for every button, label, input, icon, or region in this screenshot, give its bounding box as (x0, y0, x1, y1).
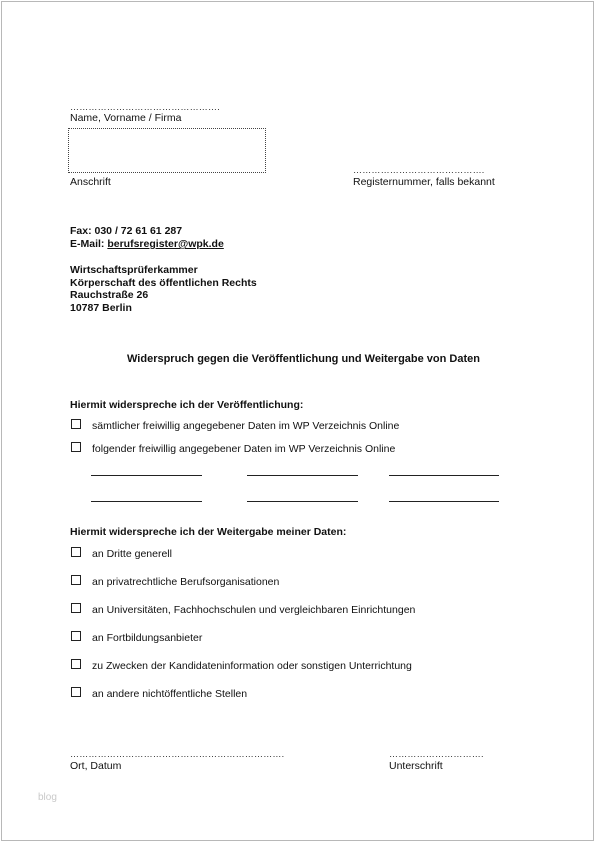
section-disclosure-heading: Hiermit widerspreche ich der Weitergabe meiner Daten: (70, 526, 347, 538)
fill-in-line[interactable] (91, 475, 202, 476)
recipient-line-3: Rauchstraße 26 (70, 289, 149, 301)
checkbox-publication-all[interactable] (71, 419, 81, 429)
option-disclosure-candidate-info: zu Zwecken der Kandidateninformation oder sonstigen Unterrichtung (92, 660, 412, 672)
fill-in-line[interactable] (91, 501, 202, 502)
fill-in-line[interactable] (247, 501, 358, 502)
signature-dotted-line: …………………………. (389, 749, 484, 759)
checkbox-disclosure-third-parties[interactable] (71, 547, 81, 557)
option-disclosure-universities: an Universitäten, Fachhochschulen und vergleichbaren Einrichtungen (92, 604, 416, 616)
place-date-dotted-line: ……………………………………………………………. (70, 749, 285, 759)
checkbox-disclosure-training[interactable] (71, 631, 81, 641)
register-label: Registernummer, falls bekannt (353, 176, 495, 188)
checkbox-disclosure-universities[interactable] (71, 603, 81, 613)
checkbox-disclosure-professional-orgs[interactable] (71, 575, 81, 585)
name-label: Name, Vorname / Firma (70, 112, 182, 124)
address-field[interactable] (68, 128, 266, 173)
place-date-label: Ort, Datum (70, 760, 122, 772)
option-publication-selected: folgender freiwillig angegebener Daten im WP Verzeichnis Online (92, 443, 396, 455)
checkbox-disclosure-candidate-info[interactable] (71, 659, 81, 669)
name-dotted-line: …………………………………………. (70, 102, 220, 112)
email-line (70, 238, 224, 250)
option-disclosure-other: an andere nichtöffentliche Stellen (92, 688, 248, 700)
address-label: Anschrift (70, 176, 111, 188)
option-publication-all: sämtlicher freiwillig angegebener Daten im WP Verzeichnis Online (92, 420, 400, 432)
fill-in-line[interactable] (389, 475, 499, 476)
email-prefix: E-Mail: (70, 238, 105, 250)
option-disclosure-professional-orgs: an privatrechtliche Berufsorganisationen (92, 576, 280, 588)
recipient-line-4: 10787 Berlin (70, 302, 132, 314)
option-disclosure-third-parties: an Dritte generell (92, 548, 172, 560)
signature-label: Unterschrift (389, 760, 443, 772)
fax-number: Fax: 030 / 72 61 61 287 (70, 225, 183, 237)
recipient-line-2: Körperschaft des öffentlichen Rechts (70, 277, 257, 289)
document-title: Widerspruch gegen die Veröffentlichung und Weitergabe von Daten (127, 353, 480, 365)
fill-in-line[interactable] (247, 475, 358, 476)
register-dotted-line: ……………………………………. (353, 165, 485, 175)
checkbox-disclosure-other[interactable] (71, 687, 81, 697)
fill-in-line[interactable] (389, 501, 499, 502)
recipient-line-1: Wirtschaftsprüferkammer (70, 264, 198, 276)
option-disclosure-training: an Fortbildungsanbieter (92, 632, 203, 644)
section-publication-heading: Hiermit widerspreche ich der Veröffentlichung: (70, 399, 304, 411)
email-link[interactable]: berufsregister@wpk.de (107, 238, 224, 250)
watermark: blog (38, 792, 57, 803)
checkbox-publication-selected[interactable] (71, 442, 81, 452)
